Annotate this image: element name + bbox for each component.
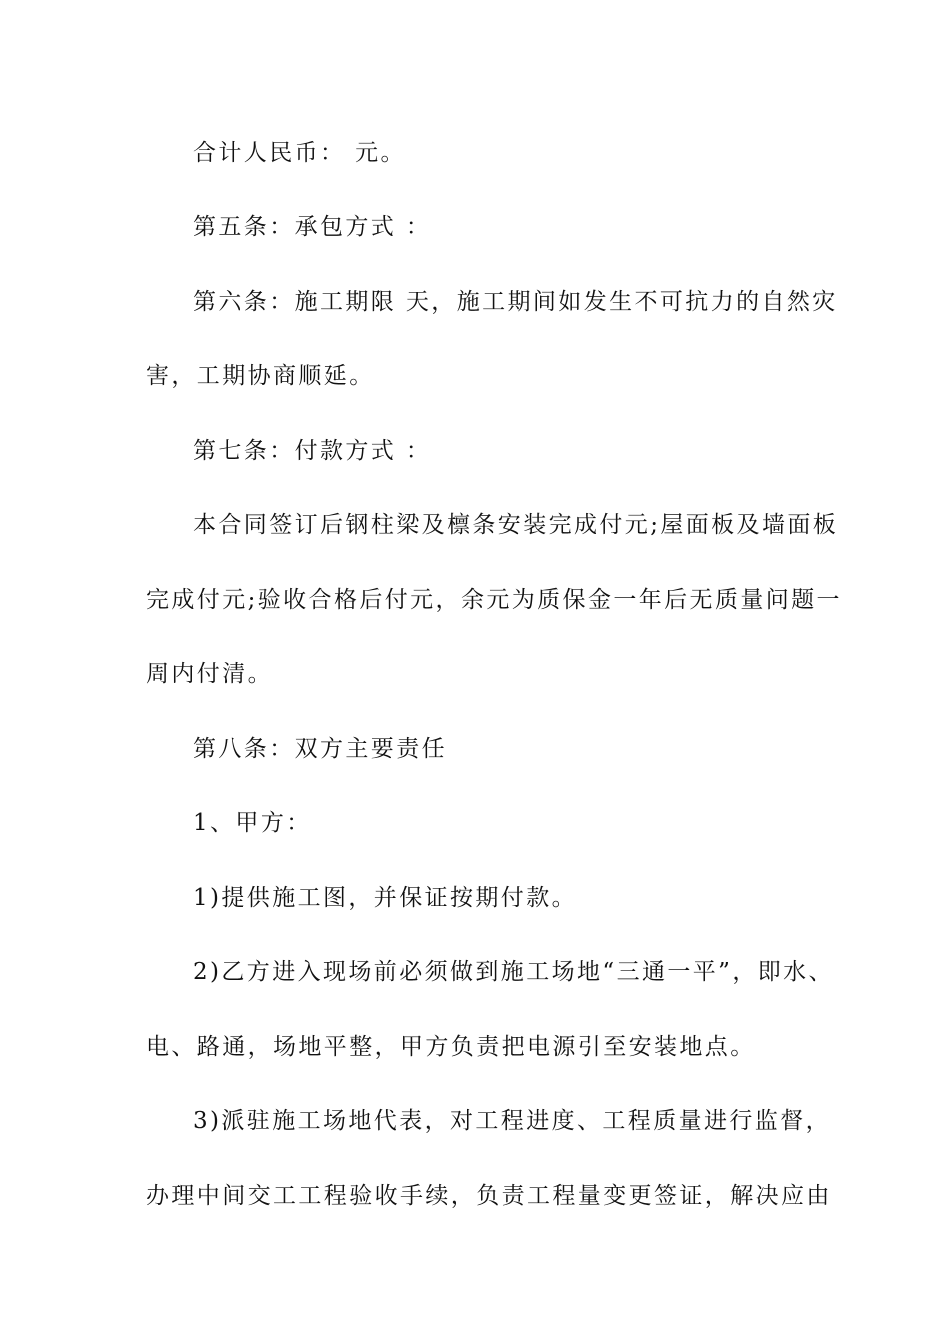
text-line-article-7: 第七条：付款方式 ： [193, 438, 432, 464]
text-line-article-6-cont: 害，工期协商顺延。 [146, 363, 375, 389]
text-line-item-3-cont: 办理中间交工工程验收手续，负责工程量变更签证，解决应由 [146, 1183, 832, 1209]
text-line-article-8: 第八条：双方主要责任 [193, 736, 447, 762]
text-line-article-6: 第六条：施工期限 天，施工期间如发生不可抗力的自然灾 [193, 289, 838, 315]
text-line-item-3: 3)派驻施工场地代表，对工程进度、工程质量进行监督， [193, 1108, 832, 1134]
text-line-payment-2: 完成付元;验收合格后付元，余元为质保金一年后无质量问题一 [146, 587, 842, 613]
text-line-article-5: 第五条：承包方式 ： [193, 214, 432, 240]
text-line-item-2-cont: 电、路通，场地平整，甲方负责把电源引至安装地点。 [146, 1034, 756, 1060]
text-line-party-a: 1、甲方： [193, 810, 312, 836]
text-line-payment-3: 周内付清。 [146, 661, 273, 687]
text-line-payment-1: 本合同签订后钢柱梁及檩条安装完成付元;屋面板及墙面板 [193, 512, 839, 538]
text-line-item-2: 2)乙方进入现场前必须做到施工场地“三通一平”，即水、 [193, 959, 834, 985]
text-line-item-1: 1)提供施工图，并保证按期付款。 [193, 885, 578, 911]
text-line-total-amount: 合计人民币： 元。 [193, 140, 406, 166]
